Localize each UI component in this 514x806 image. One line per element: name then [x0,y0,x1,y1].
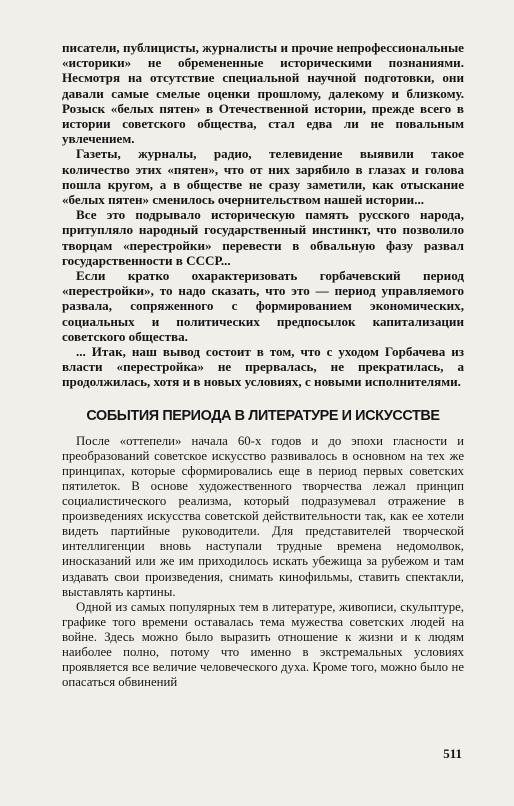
paragraph: Газеты, журналы, радио, телевидение выявили такое количество этих «пятен», что от них зарябило в глазах и голова пошла кругом, а в обществе не сразу заметили, как отыскание «белых пятен» сменилось очернительством нашей истории... [62,146,464,208]
paragraph: ... Итак, наш вывод состоит в том, что с уходом Горбачева из власти «перестройка» не прервалась, не прекратилась, а продолжилась, хотя и в новых условиях, с новыми исполнителями. [62,344,464,390]
paragraph: Одной из самых популярных тем в литературе, живописи, скульптуре, графике того времени оставалась тема мужества советских людей на войне. Здесь можно было выразить отношение к жизни и к людям наиболее полно, потому что именно в экстремальных условиях проявляется все величие человеческого духа. Кроме того, можно было не опасаться обвинений [62,599,464,690]
paragraph: После «оттепели» начала 60-х годов и до эпохи гласности и преобразований советское искусство развивалось в основном на тех же принципах, которые сформировались еще в период первых советских пятилеток. В основе художественного творчества лежал принцип социалистического реализма, который подразумевал отражение в произведениях искусства советской действительности так, как ее хотели видеть партийные руководители. Для представителей творческой интеллигенции вновь наступали трудные времена недомолвок, иносказаний или же им приходилось искать убежища за рубежом и там издавать свои произведения, снимать кинофильмы, ставить спектакли, выставлять картины. [62,433,464,599]
section-heading: СОБЫТИЯ ПЕРИОДА В ЛИТЕРАТУРЕ И ИСКУССТВЕ [86,407,440,424]
section-literature-art-text [62,434,464,691]
page-number: 511 [443,746,462,761]
paragraph: писатели, публицисты, журналисты и прочие непрофессиональные «историки» не обремененные историческими познаниями. Несмотря на отсутствие специальной научной подготовки, они давали самые смелые оценки прошлому, далекому и близкому. Розыск «белых пятен» в Отечественной истории, прежде всего в истории советского общества, стал едва ли не повальным увлечением. [62,40,464,147]
section-perestroika-text [62,40,464,390]
paragraph: Если кратко охарактеризовать горбачевский период «перестройки», то надо сказать, что это — период управляемого развала, сопряженного с формированием экономических, социальных и политических предпосылок капитализации советского общества. [62,268,464,344]
paragraph: Все это подрывало историческую память русского народа, притупляло народный государственный инстинкт, что позволило творцам «перестройки» перевести в обвальную фазу развал государственности в СССР... [62,207,464,268]
